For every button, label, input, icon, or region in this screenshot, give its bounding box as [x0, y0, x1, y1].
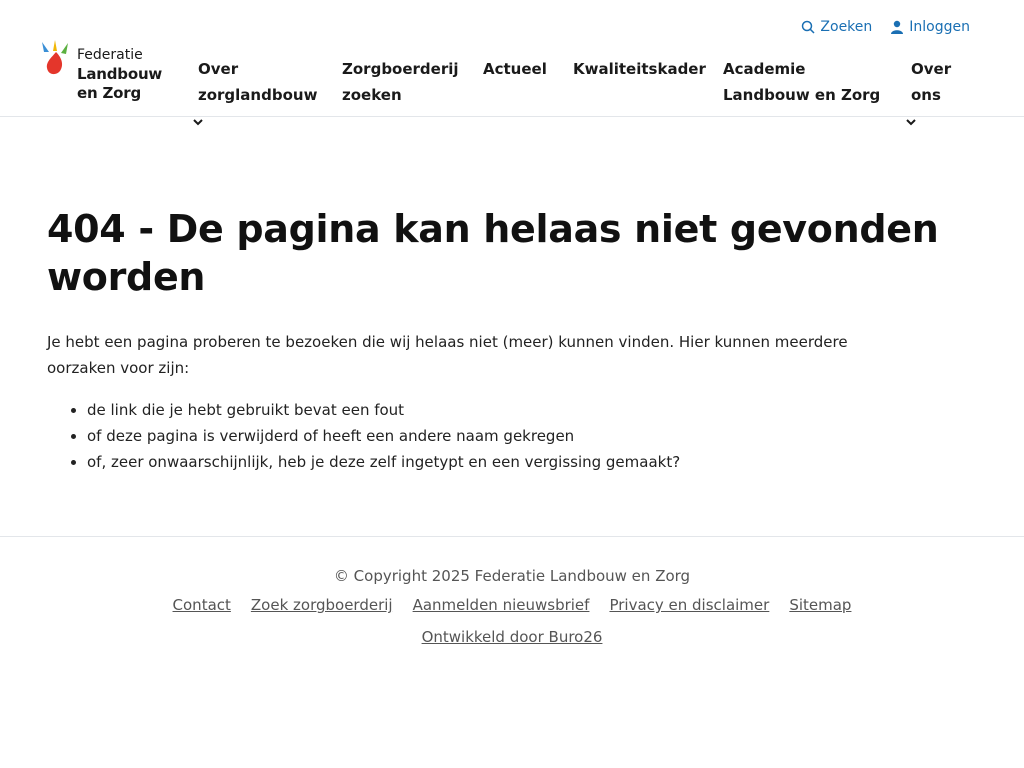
- search-icon: [801, 20, 815, 34]
- site-header: [0, 0, 1024, 117]
- chevron-down-icon[interactable]: [192, 118, 204, 126]
- main-content: [47, 205, 977, 475]
- logo-line-2: Landbouw: [77, 65, 163, 83]
- developer-credit: [0, 626, 1024, 648]
- list-item: • de link die je hebt gebruikt bevat een fout: [87, 397, 977, 423]
- page-title: [47, 205, 977, 301]
- nav-label-line-2: zorglandbouw: [198, 86, 318, 104]
- logo-line-3: en Zorg: [77, 84, 141, 102]
- list-item: • of, zeer onwaarschijnlijk, heb je deze zelf ingetypt en een vergissing gemaakt?: [87, 449, 977, 475]
- chevron-down-icon[interactable]: [905, 118, 917, 126]
- nav-label-line-1: Over: [198, 60, 239, 78]
- footer-link-sitemap[interactable]: Sitemap: [789, 596, 852, 614]
- login-link-label: Inloggen: [909, 19, 970, 35]
- nav-over-zorglandbouw[interactable]: [198, 56, 317, 108]
- list-item: • of deze pagina is verwijderd of heeft een andere naam gekregen: [87, 423, 977, 449]
- nav-label-line-1: Zorgboerderij: [342, 60, 459, 78]
- footer-link-contact[interactable]: Contact: [172, 596, 231, 614]
- page-title-line-2: worden: [47, 255, 206, 299]
- copyright-text: © Copyright 2025 Federatie Landbouw en Zorg: [333, 567, 691, 585]
- nav-label-line-2: Landbouw en Zorg: [723, 86, 881, 104]
- footer-link-nieuwsbrief[interactable]: Aanmelden nieuwsbrief: [412, 596, 590, 614]
- nav-kwaliteitskader[interactable]: Kwaliteitskader: [573, 60, 706, 78]
- nav-zorgboerderij-zoeken[interactable]: [342, 56, 459, 108]
- reasons-list: [87, 397, 977, 475]
- intro-line-2: oorzaken voor zijn:: [47, 359, 190, 377]
- nav-label-line-1: Academie: [723, 60, 806, 78]
- login-link[interactable]: [890, 17, 970, 37]
- user-icon: [890, 20, 904, 34]
- footer-link-buro26[interactable]: Ontwikkeld door Buro26: [421, 628, 603, 646]
- footer-link-zoek-zorgboerderij[interactable]: Zoek zorgboerderij: [250, 596, 393, 614]
- footer-links: [0, 594, 1024, 616]
- nav-actueel[interactable]: Actueel: [483, 60, 547, 78]
- site-footer: [0, 536, 1024, 768]
- nav-academie[interactable]: [723, 56, 880, 108]
- intro-text: [47, 329, 977, 381]
- nav-label-line-2: zoeken: [342, 86, 402, 104]
- intro-line-1: Je hebt een pagina proberen te bezoeken die wij helaas niet (meer) kunnen vinden. Hier kunnen meerdere: [47, 333, 848, 351]
- search-link[interactable]: [801, 17, 872, 37]
- logo-line-1: Federatie: [77, 47, 143, 63]
- utility-links: [801, 17, 970, 37]
- nav-label-line-1: Over: [911, 60, 952, 78]
- nav-over-ons[interactable]: [911, 56, 951, 108]
- nav-label-line-2: ons: [911, 86, 941, 104]
- search-link-label: Zoeken: [820, 19, 873, 35]
- page-title-line-1: 404 - De pagina kan helaas niet gevonden: [47, 207, 939, 251]
- footer-link-privacy[interactable]: Privacy en disclaimer: [609, 596, 770, 614]
